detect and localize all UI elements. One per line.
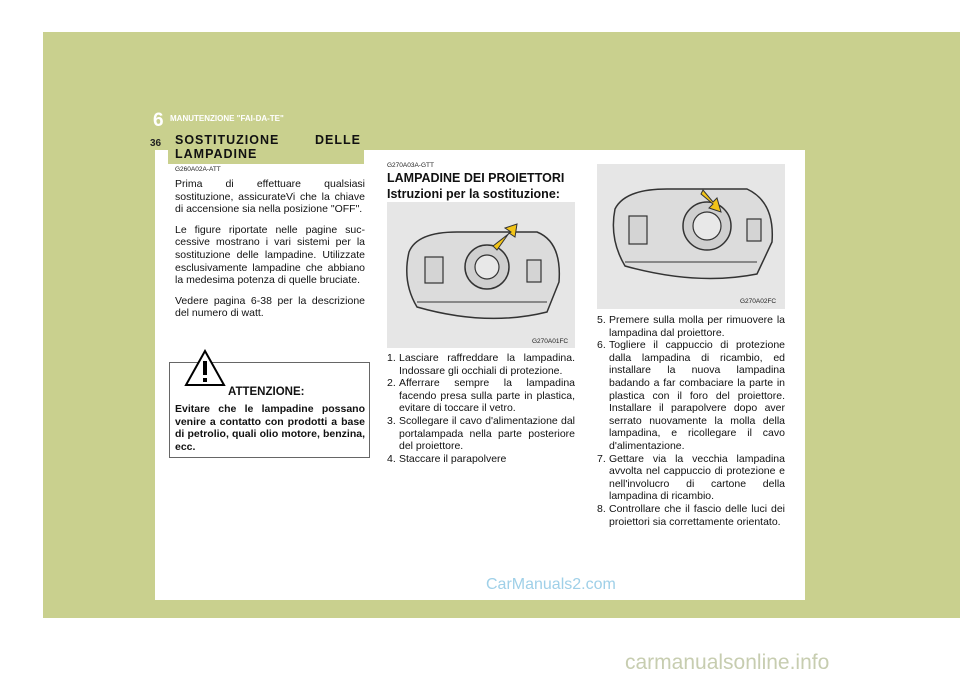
figure-code-2: G270A02FC: [740, 298, 777, 305]
list-item: 2. Afferrare sempre la lampadina facendo presa sulla parte in plastica, evitare di toccare il vetro.: [387, 377, 575, 415]
reference-code: G260A02A-ATT: [175, 166, 221, 173]
intro-paragraph-3: Vedere pagina 6-38 per la descrizione del numero di watt.: [175, 294, 365, 320]
section-title-line2: LAMPADINE: [175, 147, 258, 161]
watermark-carmanualsonline[interactable]: carmanualsonline.info: [625, 651, 830, 674]
headlamp-figure-2: [597, 164, 785, 309]
list-item: 3. Scollegare il cavo d'alimentazione dal portalampada nella parte posteriore del proiettore.: [387, 414, 575, 453]
reference-code-2: G270A03A-GTT: [387, 162, 434, 169]
warning-box: [169, 362, 370, 458]
heading-headlamps: LAMPADINE DEI PROIETTORI: [387, 171, 565, 185]
figure-code-1: G270A01FC: [532, 338, 569, 345]
list-item: 4. Staccare il parapolvere: [387, 452, 507, 465]
watermark-carmanuals2[interactable]: CarManuals2.com: [486, 576, 616, 593]
list-item: 7. Gettare via la vecchia lampadina avvolta nel cappuccio di protezione e nell'involucro di cartone della lampadina di ricambio.: [597, 452, 785, 503]
list-item: 6. Togliere il cappuccio di protezione dalla lampadina di ricambio, ed installare la nuova lampadina badando a far combaciare la parte in plastica con il foro del proiettore. Installare il parapolvere dopo aver serrato nuovamente la molla della lampadina, e ricollegare il cavo d'alimentazione.: [597, 339, 785, 452]
warning-title: ATTENZIONE:: [228, 386, 305, 398]
list-item: 1. Lasciare raffreddare la lampadina. Indossare gli occhiali di protezione.: [387, 352, 575, 377]
intro-column: [175, 166, 365, 328]
chapter-number: 6: [153, 110, 164, 131]
headlamp-figure-1: [387, 202, 575, 348]
chapter-title: MANUTENZIONE "FAI-DA-TE": [170, 114, 284, 123]
steps-list-2: [597, 314, 785, 528]
headlamp-illustration-2: [597, 164, 785, 309]
heading-instructions: Istruzioni per la sostituzione:: [387, 187, 560, 201]
page-number: 36: [150, 138, 162, 149]
intro-paragraph-2: Le figure riportate nelle pagine suc-cessive mostrano i vari sistemi per la sostituzione delle lampadine. Utilizzate esclusivamente lampadine che abbiano la medesima potenza di quelle bruciate.: [175, 223, 365, 287]
section-title-word1: SOSTITUZIONE: [175, 133, 280, 147]
list-item: 8. Controllare che il fascio delle luci dei proiettori sia correttamente orientato.: [597, 502, 785, 528]
warning-text: Evitare che le lampadine possano venire a contatto con prodotti a base di petrolio, quali olio motore, benzina, ecc.: [175, 403, 365, 453]
section-title-word2: DELLE: [315, 133, 361, 147]
list-item: 5. Premere sulla molla per rimuovere la lampadina dal proiettore.: [597, 314, 785, 339]
section-title: [175, 133, 361, 161]
intro-paragraph-1: Prima di effettuare qualsiasi sostituzione, assicurateVi che la chiave di accensione sia nella posizione "OFF".: [175, 178, 365, 216]
headlamp-column: [387, 162, 575, 201]
headlamp-illustration-1: [387, 202, 575, 348]
warning-triangle-icon: [184, 349, 226, 387]
steps-list-1: [387, 352, 575, 465]
